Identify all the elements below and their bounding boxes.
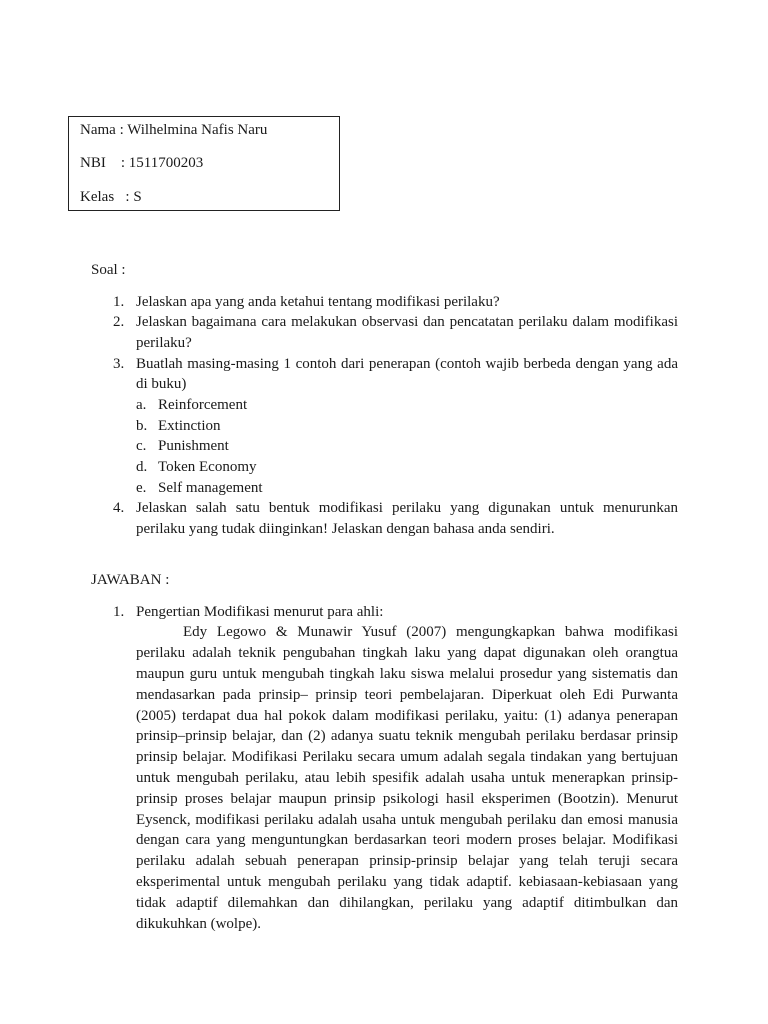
sub-item-letter: c. xyxy=(136,438,147,455)
sub-item-text: Token Economy xyxy=(158,459,257,476)
jawaban-item-1 xyxy=(0,602,768,935)
answer-paragraph xyxy=(136,622,678,934)
paragraph-line: dikukuhkan (wolpe). xyxy=(136,915,261,932)
item-text-line: perilaku yang tudak diinginkan! Jelaskan dengan bahasa anda sendiri. xyxy=(136,521,555,538)
sub-item-text: Punishment xyxy=(158,438,229,455)
paragraph-line: (2005) terdapat dua hal pokok dalam modifikasi perilaku, yaitu: (1) adanya penerapan xyxy=(136,707,678,724)
item-text-line: Jelaskan bagaimana cara melakukan observasi dan pencatatan perilaku dalam modifikasi xyxy=(136,314,678,331)
paragraph-line: perilaku adalah sebuah penerapan prinsip-prinsip belajar yang telah teruji secara xyxy=(136,853,678,870)
paragraph-line: eksperimental untuk mengubah perilaku yang tidak adaptif. kebiasaan-kebiasaan yang xyxy=(136,873,678,890)
sub-item-letter: d. xyxy=(136,459,148,476)
paragraph-line: dengan cara yang menguntungkan berdasarkan teori modern proses belajar. Modifikasi xyxy=(136,832,678,849)
jawaban-heading: JAWABAN : xyxy=(91,571,170,588)
paragraph-line: maupun guru untuk mengubah tingkah laku siswa melalui prosedur yang sistematis dan xyxy=(136,665,678,682)
soal-item-2 xyxy=(0,312,768,353)
item-number: 1. xyxy=(113,293,125,310)
soal-item-3 xyxy=(0,354,768,499)
sub-list xyxy=(136,395,678,498)
paragraph-line: perilaku adalah teknik pengubahan tingkah laku yang dapat digunakan oleh orangtua xyxy=(136,645,678,662)
item-text xyxy=(136,312,678,353)
item-number: 3. xyxy=(113,355,125,372)
item-text-line: Jelaskan salah satu bentuk modifikasi perilaku yang digunakan untuk menurunkan xyxy=(136,500,678,517)
paragraph-line: untuk mengubah perilaku, atau lebih spesifik adalah usaha untuk menerapkan prinsip- xyxy=(136,769,678,786)
item-number: 4. xyxy=(113,500,125,517)
soal-list xyxy=(0,292,768,540)
paragraph-line: prinsip belajar. Modifikasi Perilaku secara umum adalah segala tindakan yang bertujuan xyxy=(136,749,678,766)
paragraph-line: prinsip–prinsip belajar, dan (2) adanya suatu teknik mengubah perilaku berdasar prinsip xyxy=(136,728,678,745)
item-text xyxy=(136,292,678,313)
sub-item-reinforcement xyxy=(136,395,678,416)
sub-item-punishment xyxy=(136,436,678,457)
sub-item-letter: a. xyxy=(136,397,147,414)
nbi-line: NBI : 1511700203 xyxy=(80,155,204,172)
item-text-line: perilaku? xyxy=(136,334,192,351)
item-text-line: Buatlah masing-masing 1 contoh dari penerapan (contoh wajib berbeda dengan yang ada xyxy=(136,355,678,372)
paragraph-line: Eysenck, modifikasi perilaku adalah usaha untuk mengubah perilaku dan emosi manusia xyxy=(136,811,678,828)
sub-item-token-economy xyxy=(136,457,678,478)
sub-item-letter: b. xyxy=(136,417,148,434)
answer-body xyxy=(136,602,678,935)
sub-item-extinction xyxy=(136,416,678,437)
sub-item-self-management xyxy=(136,478,678,499)
paragraph-line: mendasarkan pada prinsip– prinsip teori pembelajaran. Diperkuat oleh Edi Purwanta xyxy=(136,686,678,703)
sub-item-text: Reinforcement xyxy=(158,397,248,414)
soal-item-4 xyxy=(0,498,768,539)
paragraph-line: Edy Legowo & Munawir Yusuf (2007) mengungkapkan bahwa modifikasi xyxy=(183,624,678,641)
answer-title: Pengertian Modifikasi menurut para ahli: xyxy=(136,603,384,620)
item-text-line: Jelaskan apa yang anda ketahui tentang modifikasi perilaku? xyxy=(136,293,500,310)
identity-box xyxy=(68,116,340,211)
soal-item-1 xyxy=(0,292,768,313)
item-number: 1. xyxy=(113,603,125,620)
nama-line: Nama : Wilhelmina Nafis Naru xyxy=(80,121,268,138)
paragraph-line: tidak adaptif dilemahkan dan dihilangkan, perilaku yang adaptif ditimbulkan dan xyxy=(136,894,678,911)
jawaban-list xyxy=(0,602,768,935)
sub-item-letter: e. xyxy=(136,479,147,496)
kelas-line: Kelas : S xyxy=(80,188,142,205)
soal-heading: Soal : xyxy=(91,261,126,278)
item-text xyxy=(136,498,678,539)
sub-item-text: Extinction xyxy=(158,417,221,434)
item-number: 2. xyxy=(113,314,125,331)
sub-item-text: Self management xyxy=(158,479,263,496)
item-text xyxy=(136,354,678,499)
paragraph-line: prinsip proses belajar maupun prinsip psikologi hasil eksperimen (Bootzin). Menurut xyxy=(136,790,678,807)
item-text-line: di buku) xyxy=(136,376,187,393)
